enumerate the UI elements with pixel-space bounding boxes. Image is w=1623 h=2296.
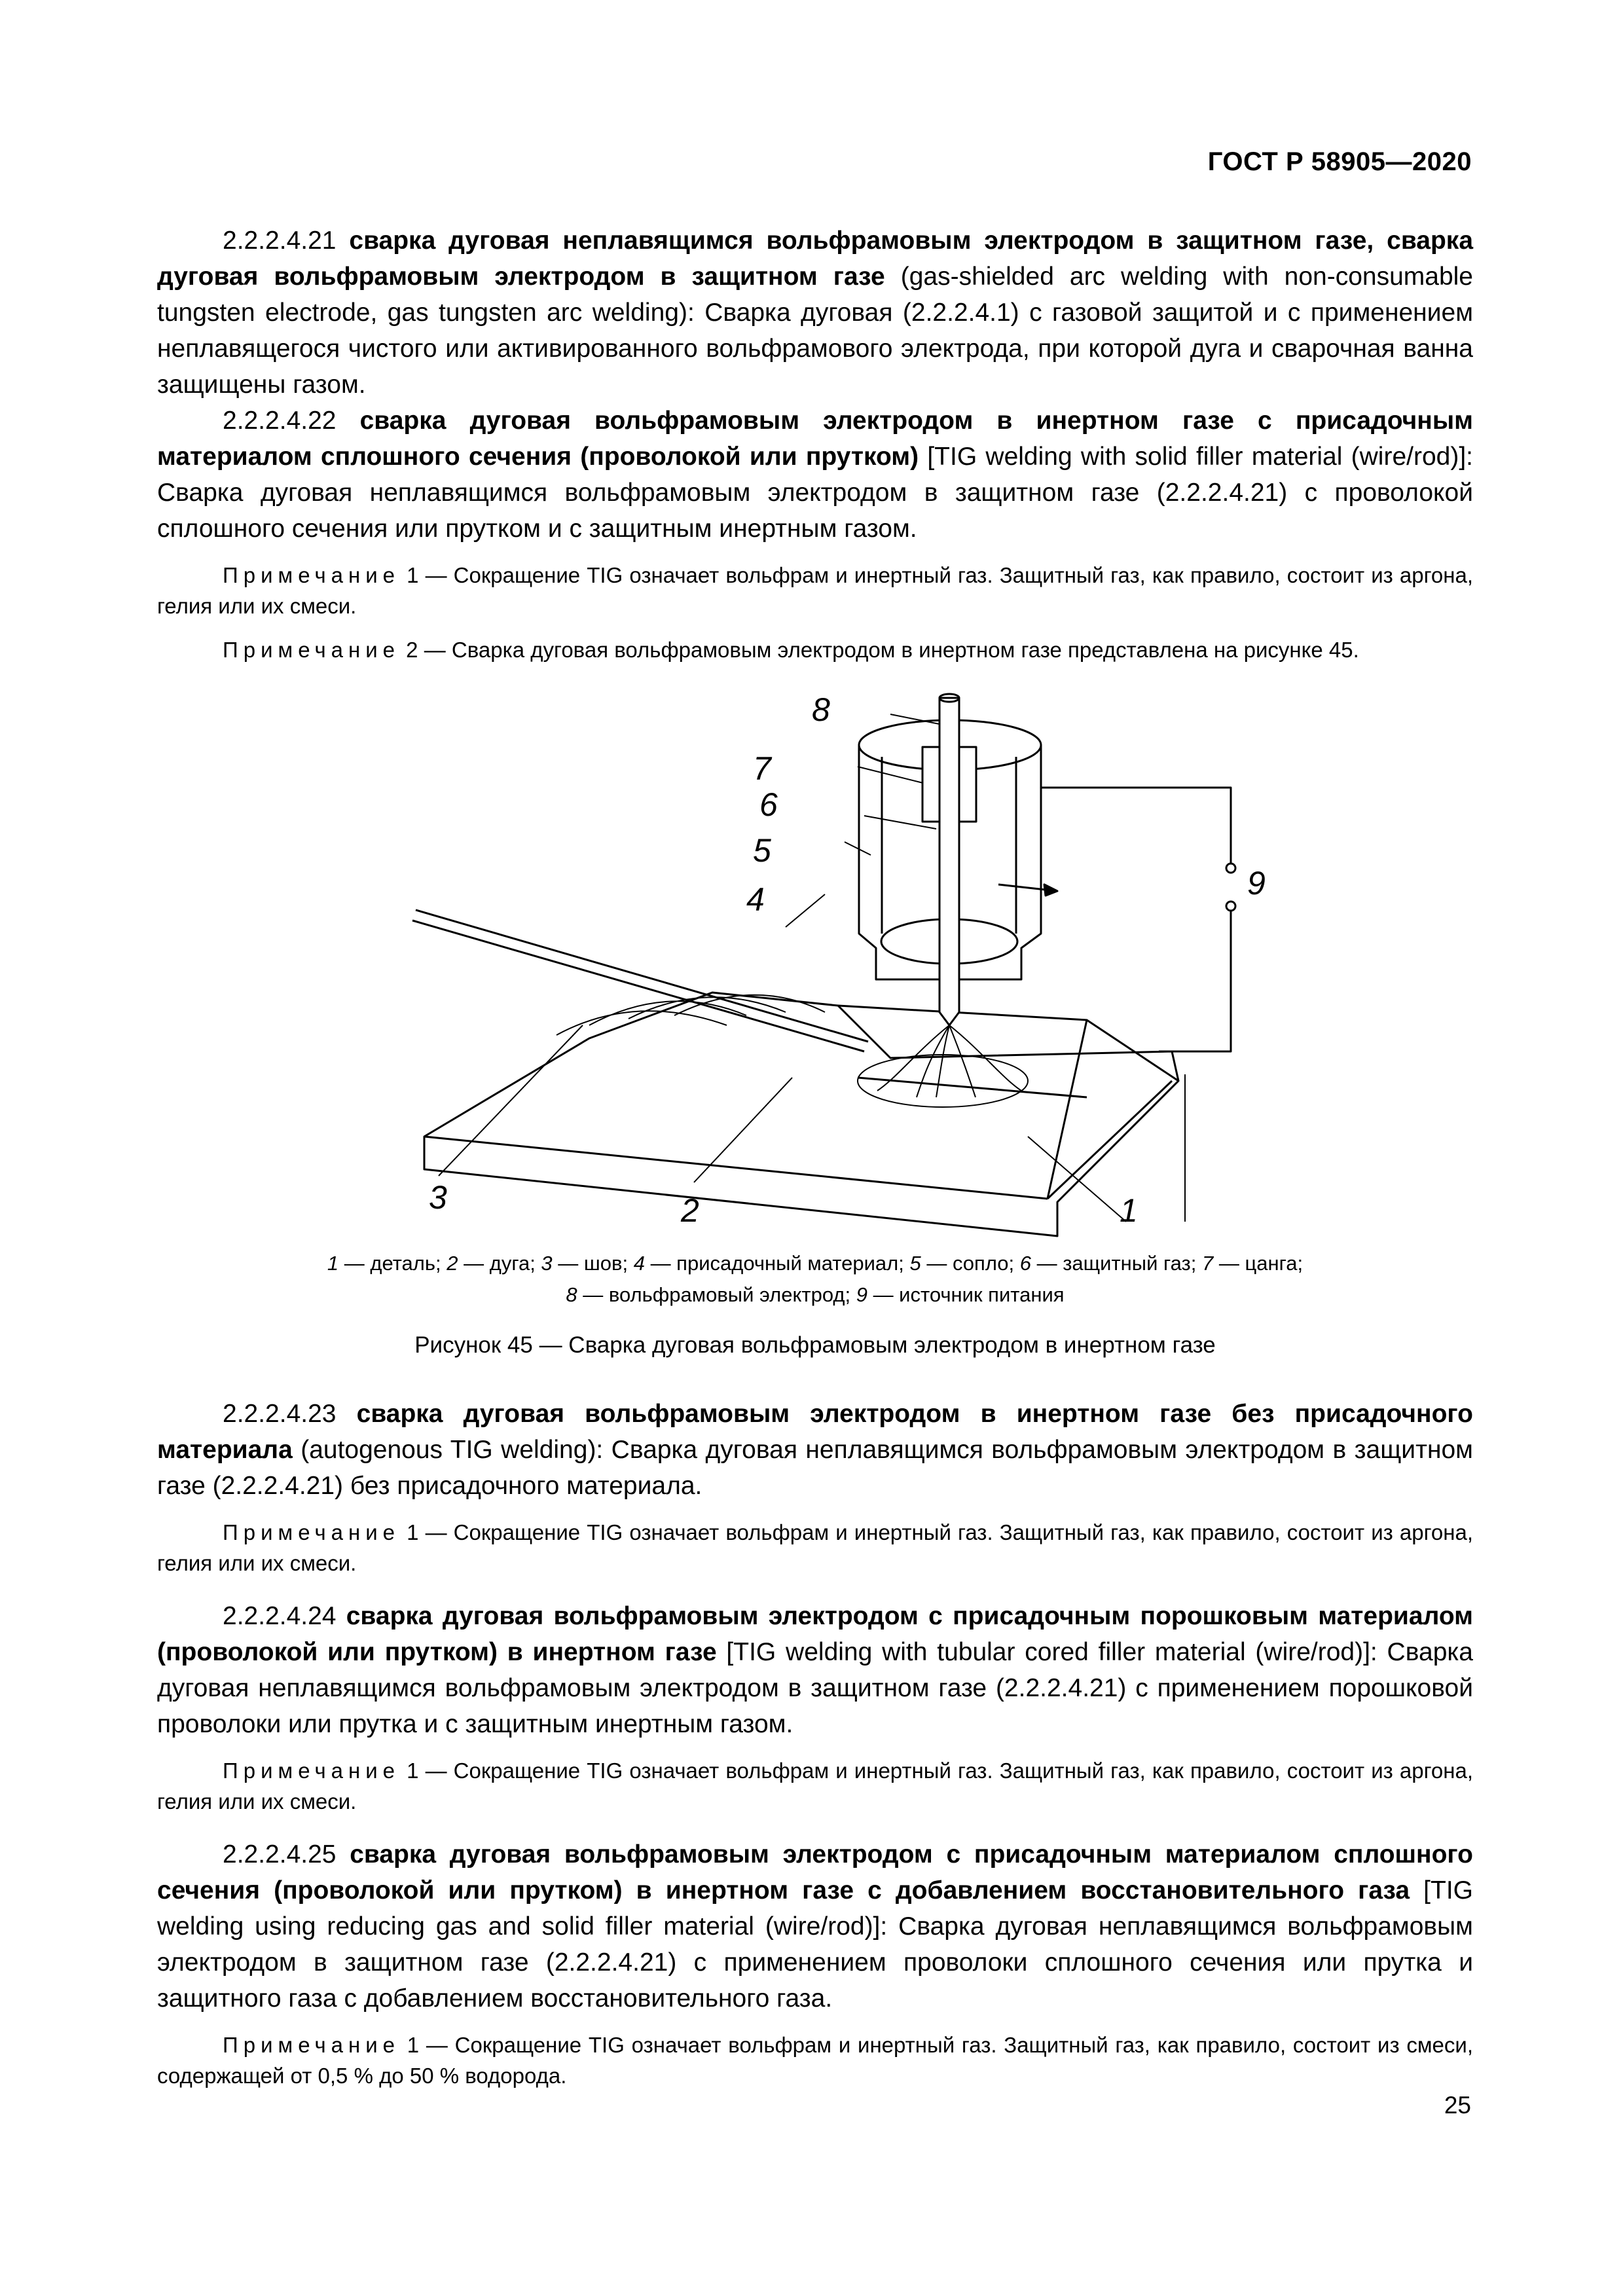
legend-text: — дуга; [458, 1252, 541, 1275]
terminal-bottom [1226, 902, 1235, 911]
legend-text: — деталь; [338, 1252, 447, 1275]
section-term: сварка дуговая вольфрамовым электродом в инертном газе с присадочным материалом сплошного сечения (проволокой или прутком) [157, 407, 1473, 471]
note-2-2-2-4-24-1 [157, 1755, 1473, 1817]
legend-num: 3 [541, 1252, 553, 1275]
note-label: Примечание [223, 563, 401, 587]
label-5: 5 [753, 832, 771, 869]
legend-line-1 [157, 1248, 1473, 1279]
label-9: 9 [1247, 865, 1266, 902]
note-text: 1 — Сокращение TIG означает вольфрам и инертный газ. Защитный газ, как правило, состоит из смеси, содержащей от 0,5 % до 50 % водорода. [157, 2033, 1473, 2088]
legend-num: 7 [1201, 1252, 1214, 1275]
note-2-2-2-4-23-1 [157, 1517, 1473, 1578]
legend-num: 6 [1019, 1252, 1031, 1275]
filler-rod [412, 910, 868, 1051]
note-2-2-2-4-25-1 [157, 2030, 1473, 2091]
note-label: Примечание [223, 1758, 401, 1783]
page-content [157, 223, 1473, 2091]
section-term: сварка дуговая неплавящимся вольфрамовым электродом в защитном газе, сварка дуговая вольфрамовым электродом в защитном газе [157, 227, 1474, 291]
figure-legend [157, 1248, 1473, 1311]
section-number: 2.2.2.4.25 [223, 1840, 337, 1868]
section-text: [TIG welding using reducing gas and solid filler material (wire/rod)]: Сварка дуговая неплавящимся вольфрамовым электродом в защитном газе (2.2.2.4.21) с применением проволоки сплошного сечения или прутка и защитного газа с добавлением восстановительного газа. [157, 1876, 1474, 2013]
section-term: сварка дуговая вольфрамовым электродом с присадочным порошковым материалом (проволокой или прутком) в инертном газе [157, 1602, 1473, 1666]
legend-num: 2 [447, 1252, 458, 1275]
tungsten-electrode [939, 698, 959, 1025]
legend-num: 5 [909, 1252, 921, 1275]
legend-text: — присадочный материал; [644, 1252, 910, 1275]
legend-num: 9 [856, 1283, 867, 1306]
note-text: 1 — Сокращение TIG означает вольфрам и инертный газ. Защитный газ, как правило, состоит из аргона, гелия или их смеси. [157, 1520, 1473, 1575]
note-text: 2 — Сварка дуговая вольфрамовым электродом в инертном газе представлена на рисунке 45. [400, 638, 1359, 662]
groove-line [838, 1006, 1178, 1081]
section-2-2-2-4-22 [157, 403, 1473, 547]
section-2-2-2-4-24 [157, 1598, 1473, 1742]
note-text: 1 — Сокращение TIG означает вольфрам и инертный газ. Защитный газ, как правило, состоит из аргона, гелия или их смеси. [157, 1758, 1473, 1813]
page-number: 25 [1444, 2092, 1471, 2119]
legend-text: — вольфрамовый электрод; [577, 1283, 856, 1306]
standard-header: ГОСТ Р 58905—2020 [1207, 147, 1472, 176]
label-7: 7 [753, 750, 771, 787]
section-term: сварка дуговая вольфрамовым электродом с присадочным материалом сплошного сечения (проволокой или прутком) в инертном газе с добавлением восстановительного газа [157, 1840, 1473, 1904]
legend-num: 4 [633, 1252, 645, 1275]
label-2: 2 [681, 1192, 699, 1229]
section-number: 2.2.2.4.21 [223, 227, 337, 255]
leader-2 [694, 1078, 792, 1182]
section-term: сварка дуговая вольфрамовым электродом в инертном газе без присадочного материала [157, 1400, 1473, 1464]
leader-4 [786, 894, 825, 927]
section-2-2-2-4-23 [157, 1396, 1473, 1504]
section-number: 2.2.2.4.23 [223, 1400, 337, 1428]
legend-text: — сопло; [921, 1252, 1020, 1275]
note-label: Примечание [223, 638, 401, 662]
section-2-2-2-4-25 [157, 1836, 1473, 2016]
section-text: (gas-shielded arc welding with non-consumable tungsten electrode, gas tungsten arc welding): Сварка дуговая (2.2.2.4.1) с газовой защитой и с применением неплавящегося чистого или активированного вольфрамового электрода, при которой дуга и сварочная ванна защищены газом. [157, 263, 1473, 399]
label-3: 3 [429, 1179, 447, 1216]
leader-3 [439, 1025, 583, 1176]
legend-text: — шов; [552, 1252, 634, 1275]
section-number: 2.2.2.4.24 [223, 1602, 337, 1630]
legend-text: — источник питания [867, 1283, 1065, 1306]
weld-pool [858, 1055, 1028, 1107]
note-2-2-2-4-22-1 [157, 560, 1473, 621]
spacer [157, 1817, 1473, 1836]
legend-text: — цанга; [1213, 1252, 1304, 1275]
legend-line-2 [157, 1279, 1473, 1311]
groove-bottom [1048, 1020, 1087, 1199]
leader-5 [845, 842, 871, 855]
legend-num: 8 [566, 1283, 577, 1306]
section-text: [TIG welding with solid filler material (wire/rod)]: Сварка дуговая неплавящимся вольфрамовым электродом в защитном газе (2.2.2.4.21) с проволокой сплошного сечения или прутком и с защитным инертным газом. [157, 443, 1473, 543]
figure-caption: Рисунок 45 — Сварка дуговая вольфрамовым электродом в инертном газе [414, 1332, 1216, 1358]
note-text: 1 — Сокращение TIG означает вольфрам и инертный газ. Защитный газ, как правило, состоит из аргона, гелия или их смеси. [157, 563, 1473, 618]
legend-num: 1 [327, 1252, 339, 1275]
section-text: (autogenous TIG welding): Сварка дуговая неплавящимся вольфрамовым электродом в защитном газе (2.2.2.4.21) без присадочного материала. [157, 1436, 1473, 1500]
legend-text: — защитный газ; [1030, 1252, 1202, 1275]
section-number: 2.2.2.4.22 [223, 407, 337, 435]
workpiece-right-edge [1048, 1081, 1172, 1199]
note-2-2-2-4-22-2 [157, 634, 1473, 665]
leader-7 [858, 767, 923, 783]
tig-welding-diagram [419, 685, 1266, 1248]
terminal-top [1226, 864, 1235, 873]
section-text: [TIG welding with tubular cored filler material (wire/rod)]: Сварка дуговая неплавящимся вольфрамовым электродом в защитном газе (2.2.2.4.21) с применением порошковой проволоки или прутка и с защитным инертным газом. [157, 1638, 1473, 1738]
section-2-2-2-4-21 [157, 223, 1473, 403]
figure-45 [157, 685, 1473, 1248]
note-label: Примечание [223, 2033, 401, 2057]
power-source-wiring [1041, 788, 1231, 1051]
workpiece-front-edge [424, 1137, 1048, 1199]
label-8: 8 [812, 691, 830, 728]
spacer [157, 1578, 1473, 1598]
label-1: 1 [1120, 1192, 1138, 1229]
note-label: Примечание [223, 1520, 401, 1544]
label-6: 6 [759, 786, 778, 823]
label-4: 4 [746, 881, 765, 918]
